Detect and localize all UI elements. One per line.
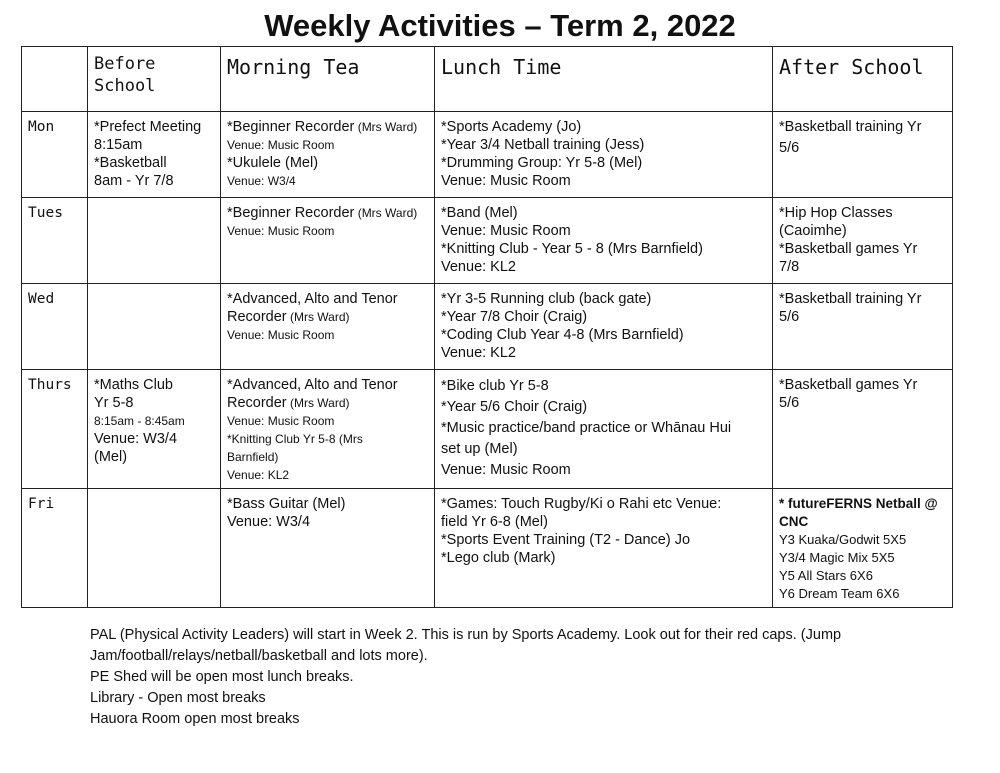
cell-after-school: * futureFERNS Netball @ CNC Y3 Kuaka/Godwit 5X5 Y3/4 Magic Mix 5X5 Y5 All Stars 6X6 Y6 Dream Team 6X6 [773,489,953,608]
cell-morning-tea: *Advanced, Alto and Tenor Recorder (Mrs Ward) Venue: Music Room *Knitting Club Yr 5-8 (Mrs Barnfield) Venue: KL2 [221,370,435,489]
header-morning-tea: Morning Tea [221,47,435,112]
cell-lunch-time: *Games: Touch Rugby/Ki o Rahi etc Venue: field Yr 6-8 (Mel) *Sports Event Training (T2 - Dance) Jo *Lego club (Mark) [435,489,773,608]
cell-before-school: *Prefect Meeting 8:15am *Basketball 8am - Yr 7/8 [88,112,221,198]
header-before-school: Before School [88,47,221,112]
page-title: Weekly Activities – Term 2, 2022 [264,8,736,43]
header-lunch-time: Lunch Time [435,47,773,112]
cell-before-school: *Maths Club Yr 5-8 8:15am - 8:45am Venue: W3/4 (Mel) [88,370,221,489]
cell-after-school: *Hip Hop Classes (Caoimhe) *Basketball games Yr 7/8 [773,198,953,284]
table-row-fri [22,489,953,608]
cell-morning-tea: *Beginner Recorder (Mrs Ward) Venue: Music Room *Ukulele (Mel) Venue: W3/4 [221,112,435,198]
cell-morning-tea: *Bass Guitar (Mel) Venue: W3/4 [221,489,435,608]
day-label: Thurs [22,370,88,489]
header-blank [22,47,88,112]
table-row-mon [22,112,953,198]
day-label: Fri [22,489,88,608]
note-line: PE Shed will be open most lunch breaks. [90,669,354,685]
day-label: Mon [22,112,88,198]
cell-before-school [88,284,221,370]
table-row-thurs [22,370,953,489]
header-after-school: After School [773,47,953,112]
note-line: Jam/football/relays/netball/basketball and lots more). [90,648,428,664]
cell-lunch-time: *Band (Mel) Venue: Music Room *Knitting Club - Year 5 - 8 (Mrs Barnfield) Venue: KL2 [435,198,773,284]
cell-lunch-time: *Bike club Yr 5-8 *Year 5/6 Choir (Craig) *Music practice/band practice or Whānau Hui set up (Mel) Venue: Music Room [435,370,773,489]
cell-morning-tea: *Beginner Recorder (Mrs Ward) Venue: Music Room [221,198,435,284]
day-label: Wed [22,284,88,370]
table-header-row [22,47,953,112]
cell-after-school: *Basketball games Yr 5/6 [773,370,953,489]
cell-before-school [88,489,221,608]
note-line: Library - Open most breaks [90,690,266,706]
cell-after-school: *Basketball training Yr 5/6 [773,112,953,198]
cell-after-school: *Basketball training Yr 5/6 [773,284,953,370]
cell-lunch-time: *Sports Academy (Jo) *Year 3/4 Netball training (Jess) *Drumming Group: Yr 5-8 (Mel) Venue: Music Room [435,112,773,198]
cell-lunch-time: *Yr 3-5 Running club (back gate) *Year 7/8 Choir (Craig) *Coding Club Year 4-8 (Mrs Barnfield) Venue: KL2 [435,284,773,370]
note-line: PAL (Physical Activity Leaders) will start in Week 2. This is run by Sports Academy. Look out for their red caps. (Jump [90,627,842,643]
cell-morning-tea: *Advanced, Alto and Tenor Recorder (Mrs Ward) Venue: Music Room [221,284,435,370]
table-row-tues [22,198,953,284]
cell-before-school [88,198,221,284]
day-label: Tues [22,198,88,284]
weekly-activities-table [21,46,953,608]
table-row-wed [22,284,953,370]
note-line: Hauora Room open most breaks [90,711,300,727]
notes-section [90,625,841,730]
